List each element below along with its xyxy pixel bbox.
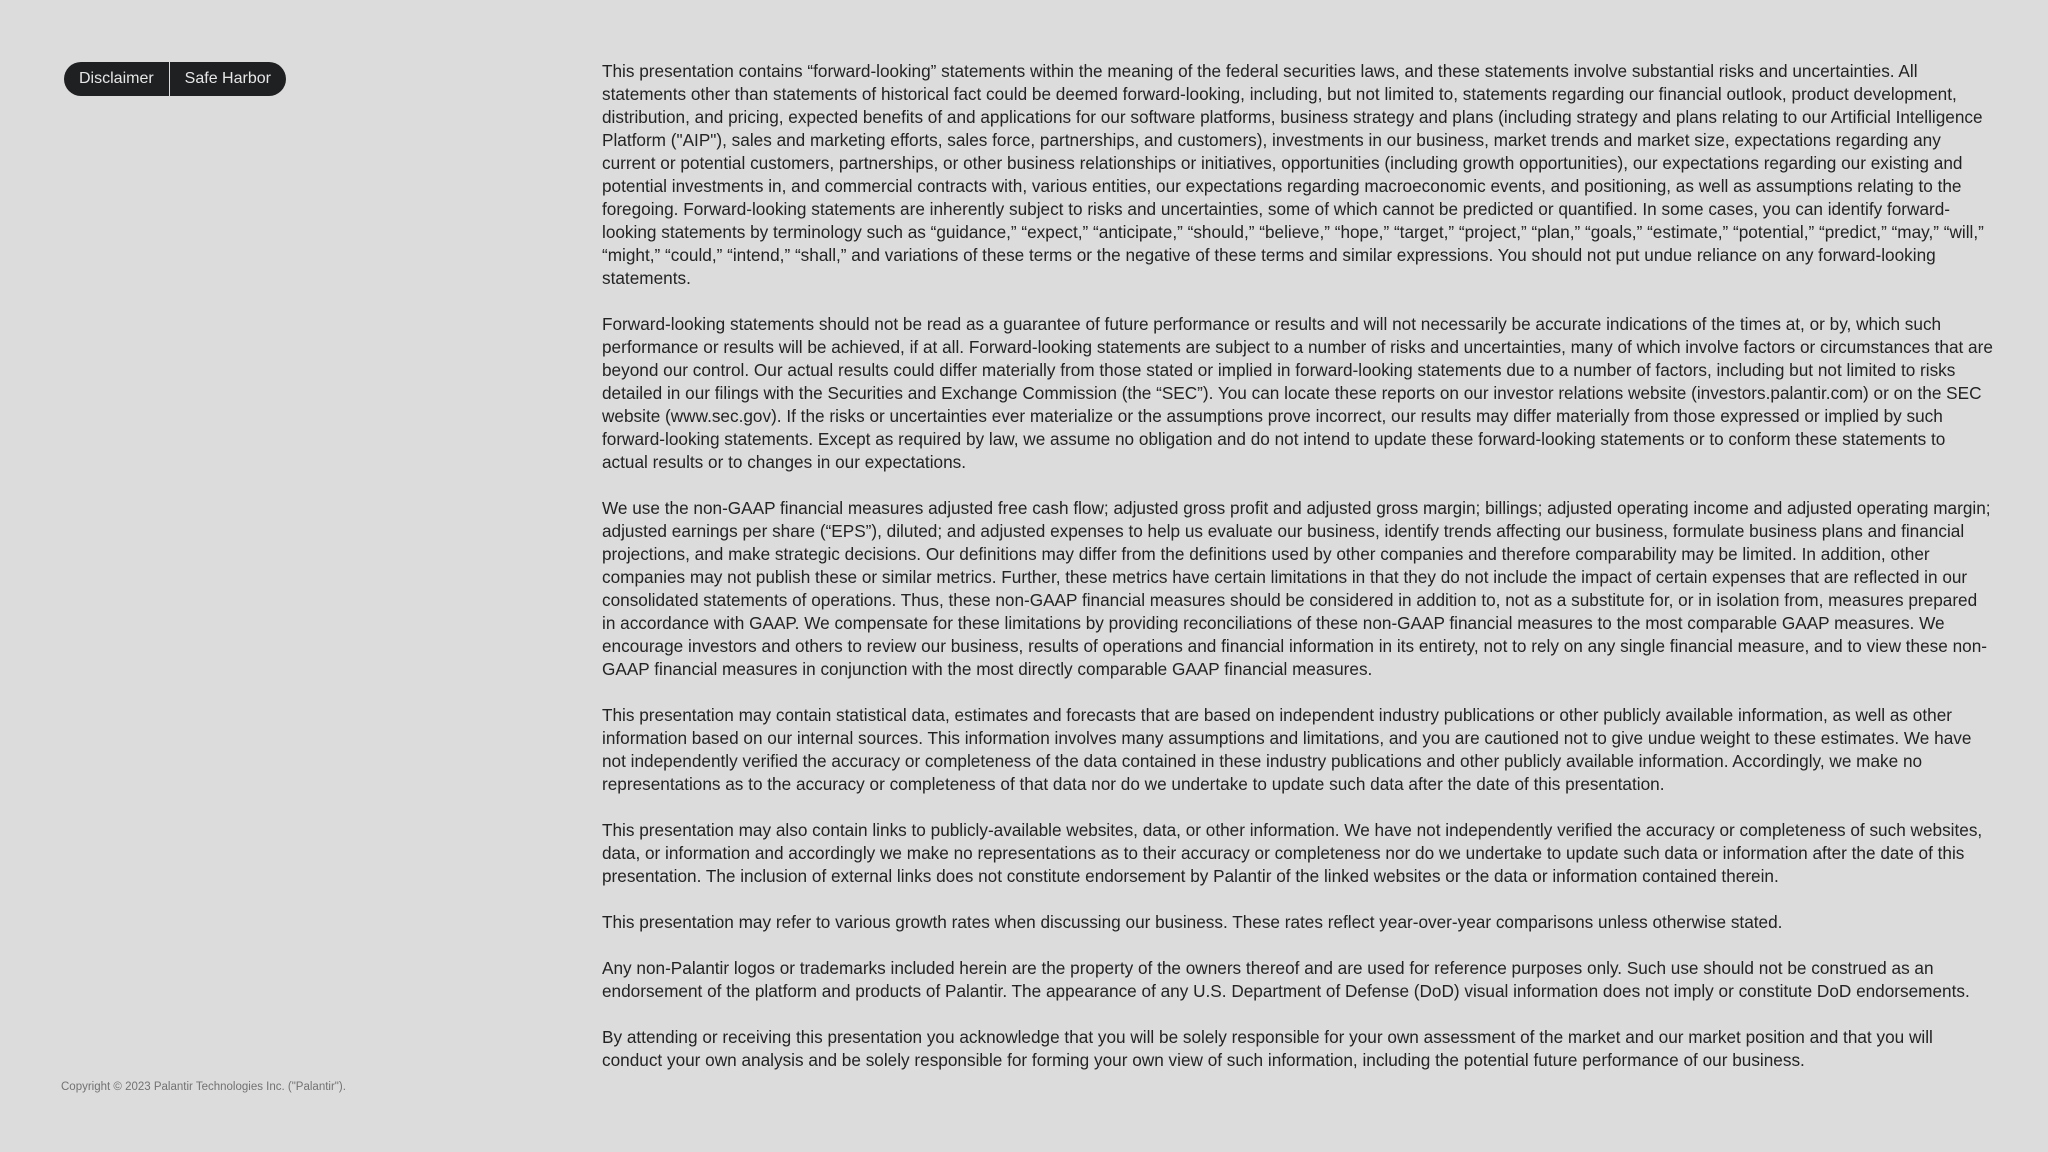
paragraph-external-links: This presentation may also contain links to publicly-available websites, data, or other information. We have not independently verified the accuracy or completeness of such websites, data, or information and accordingly we make no representations as to their accuracy or completeness nor do we undertake to update such data or information after the date of this presentation. The inclusion of external links does not constitute endorsement by Palantir of the linked websites or the data or information contained therein. [602,820,1983,886]
paragraph-forward-looking: This presentation contains “forward-looking” statements within the meaning of the federal securities laws, and these statements involve substantial risks and uncertainties. All statements other than statements of historical fact could be deemed forward-looking, including, but not limited to, statements regarding our financial outlook, product development, distribution, and pricing, expected benefits of and applications for our software platforms, business strategy and plans (including strategy and plans relating to our Artificial Intelligence Platform ("AIP"), sales and marketing efforts, sales force, partnerships, and customers), investments in our business, market trends and market size, expectations regarding any current or potential customers, partnerships, or other business relationships or initiatives, opportunities (including growth opportunities), our expectations regarding our existing and potential investments in, and commercial contracts with, various entities, our expectations regarding macroeconomic events, and positioning, as well as assumptions relating to the foregoing. Forward-looking statements are inherently subject to risks and uncertainties, some of which cannot be predicted or quantified. In some cases, you can identify forward-looking statements by terminology such as “guidance,” “expect,” “anticipate,” “should,” “believe,” “hope,” “target,” “project,” “plan,” “goals,” “estimate,” “potential,” “predict,” “may,” “will,” “might,” “could,” “intend,” “shall,” and variations of these terms or the negative of these terms and similar expressions. You should not put undue reliance on any forward-looking statements. [602,61,1984,288]
paragraph-statistical-data: This presentation may contain statistical data, estimates and forecasts that are based on independent industry publications or other publicly available information, as well as other information based on our internal sources. This information involves many assumptions and limitations, and you are cautioned not to give undue weight to these estimates. We have not independently verified the accuracy or completeness of the data contained in these industry publications and other publicly available information. Accordingly, we make no representations as to the accuracy or completeness of that data nor do we undertake to update such data after the date of this presentation. [602,705,1972,794]
tag-safe-harbor: Safe Harbor [169,62,286,96]
paragraph-growth-rates: This presentation may refer to various growth rates when discussing our business. These rates reflect year-over-year comparisons unless otherwise stated. [602,912,1783,932]
disclaimer-body [602,60,1994,1072]
paragraph-non-gaap: We use the non-GAAP financial measures adjusted free cash flow; adjusted gross profit and adjusted gross margin; billings; adjusted operating income and adjusted operating margin; adjusted earnings per share (“EPS”), diluted; and adjusted expenses to help us evaluate our business, identify trends affecting our business, formulate business plans and financial projections, and make strategic decisions. Our definitions may differ from the definitions used by other companies and therefore comparability may be limited. In addition, other companies may not publish these or similar metrics. Further, these metrics have certain limitations in that they do not include the impact of certain expenses that are reflected in our consolidated statements of operations. Thus, these non-GAAP financial measures should be considered in addition to, not as a substitute for, or in isolation from, measures prepared in accordance with GAAP. We compensate for these limitations by providing reconciliations of these non-GAAP financial measures to the most comparable GAAP measures. We encourage investors and others to review our business, results of operations and financial information in its entirety, not to rely on any single financial measure, and to view these non-GAAP financial measures in conjunction with the most directly comparable GAAP financial measures. [602,498,1991,679]
paragraph-no-guarantee: Forward-looking statements should not be read as a guarantee of future performance or results and will not necessarily be accurate indications of the times at, or by, which such performance or results will be achieved, if at all. Forward-looking statements are subject to a number of risks and uncertainties, many of which involve factors or circumstances that are beyond our control. Our actual results could differ materially from those stated or implied in forward-looking statements due to a number of factors, including but not limited to risks detailed in our filings with the Securities and Exchange Commission (the “SEC”). You can locate these reports on our investor relations website (investors.palantir.com) or on the SEC website (www.sec.gov). If the risks or uncertainties ever materialize or the assumptions prove incorrect, our results may differ materially from those expressed or implied by such forward-looking statements. Except as required by law, we assume no obligation and do not intend to update these forward-looking statements or to conform these statements to actual results or to changes in our expectations. [602,314,1993,472]
paragraph-acknowledgement: By attending or receiving this presentation you acknowledge that you will be solely responsible for your own assessment of the market and our market position and that you will conduct your own analysis and be solely responsible for forming your own view of such information, including the potential future performance of our business. [602,1027,1933,1070]
copyright-notice: Copyright © 2023 Palantir Technologies Inc. ("Palantir"). [61,1081,346,1093]
section-tag [64,62,286,96]
paragraph-trademarks: Any non-Palantir logos or trademarks included herein are the property of the owners thereof and are used for reference purposes only. Such use should not be construed as an endorsement of the platform and products of Palantir. The appearance of any U.S. Department of Defense (DoD) visual information does not imply or constitute DoD endorsements. [602,958,1970,1001]
tag-disclaimer: Disclaimer [79,70,154,87]
